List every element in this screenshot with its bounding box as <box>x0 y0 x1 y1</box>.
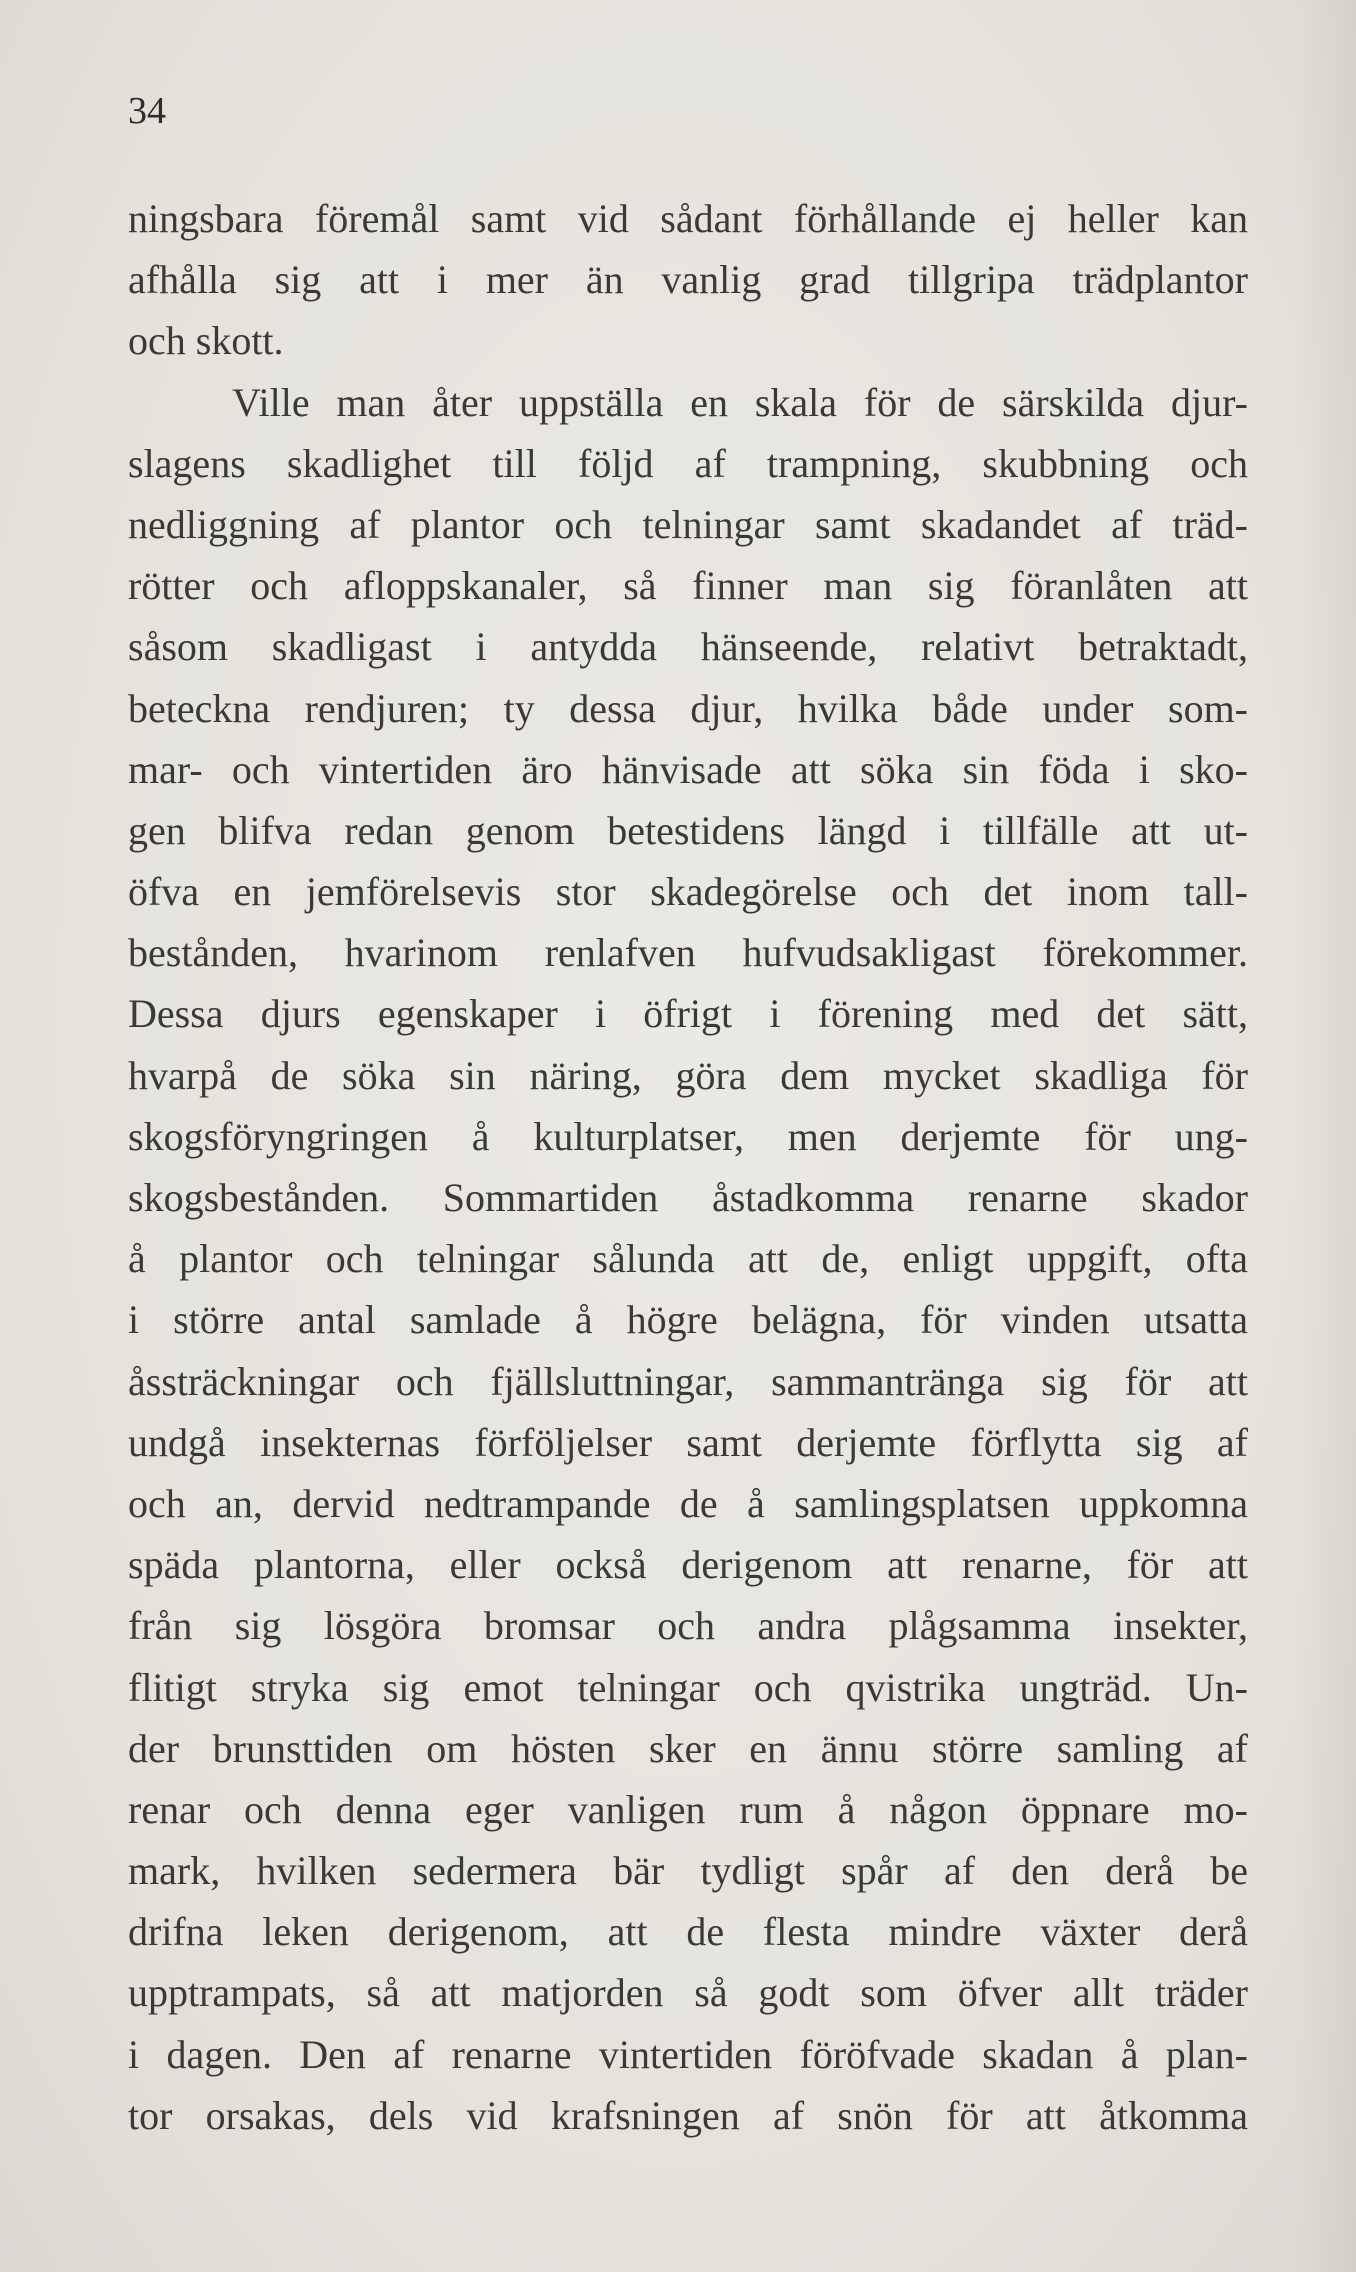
text-line: såsom skadligast i antydda hänseende, relativt betraktadt, <box>128 624 1248 670</box>
text-line: åssträckningar och fjällsluttningar, sammantränga sig för att <box>128 1358 1248 1404</box>
text-line: mar- och vintertiden äro hänvisade att söka sin föda i sko- <box>128 746 1248 792</box>
text-line: i dagen. Den af renarne vintertiden föröfvade skadan å plan- <box>128 2031 1248 2077</box>
text-line: och an, dervid nedtrampande de å samlingsplatsen uppkomna <box>128 1480 1248 1526</box>
text-line: flitigt stryka sig emot telningar och qvistrika ungträd. Un- <box>128 1664 1248 1710</box>
text-line: drifna leken derigenom, att de flesta mindre växter derå <box>128 1909 1248 1955</box>
text-line: slagens skadlighet till följd af trampning, skubbning och <box>128 440 1248 486</box>
text-line: tor orsakas, dels vid krafsningen af snön för att åtkomma <box>128 2092 1248 2138</box>
text-line: från sig lösgöra bromsar och andra plågsamma insekter, <box>128 1603 1248 1649</box>
body-text <box>128 188 1248 2146</box>
text-line: Ville man åter uppställa en skala för de särskilda djur- <box>232 379 1248 425</box>
text-line: der brunsttiden om hösten sker en ännu större samling af <box>128 1725 1248 1771</box>
text-line: hvarpå de söka sin näring, göra dem mycket skadliga för <box>128 1052 1248 1098</box>
text-line: ningsbara föremål samt vid sådant förhållande ej heller kan <box>128 196 1248 241</box>
text-line: Dessa djurs egenskaper i öfrigt i förening med det sätt, <box>128 991 1248 1037</box>
text-line: skogsbestånden. Sommartiden åstadkomma renarne skador <box>128 1175 1248 1220</box>
text-line: och skott. <box>128 318 284 364</box>
text-line: mark, hvilken sedermera bär tydligt spår af den derå be <box>128 1848 1248 1894</box>
text-line: i större antal samlade å högre belägna, för vinden utsatta <box>128 1297 1248 1343</box>
text-line: å plantor och telningar sålunda att de, enligt uppgift, ofta <box>128 1236 1248 1282</box>
text-line: undgå insekternas förföljelser samt derjemte förflytta sig af <box>128 1419 1248 1465</box>
text-line: öfva en jemförelsevis stor skadegörelse och det inom tall- <box>128 869 1248 915</box>
text-line: beteckna rendjuren; ty dessa djur, hvilka både under som- <box>128 685 1248 731</box>
text-line: afhålla sig att i mer än vanlig grad tillgripa trädplantor <box>128 257 1248 303</box>
text-line: bestånden, hvarinom renlafven hufvudsakligast förekommer. <box>128 930 1248 976</box>
text-line: rötter och afloppskanaler, så finner man sig föranlåten att <box>128 563 1248 609</box>
text-line: renar och denna eger vanligen rum å någon öppnare mo- <box>128 1786 1248 1832</box>
page-number: 34 <box>128 90 166 132</box>
text-line: skogsföryngringen å kulturplatser, men derjemte för ung- <box>128 1113 1248 1159</box>
page-edge-shadow <box>1296 0 1356 2272</box>
text-line: upptrampats, så att matjorden så godt som öfver allt träder <box>128 1970 1248 2016</box>
text-line: nedliggning af plantor och telningar samt skadandet af träd- <box>128 501 1248 547</box>
text-line: gen blifva redan genom betestidens längd i tillfälle att ut- <box>128 807 1248 853</box>
text-line: späda plantorna, eller också derigenom att renarne, för att <box>128 1542 1248 1588</box>
